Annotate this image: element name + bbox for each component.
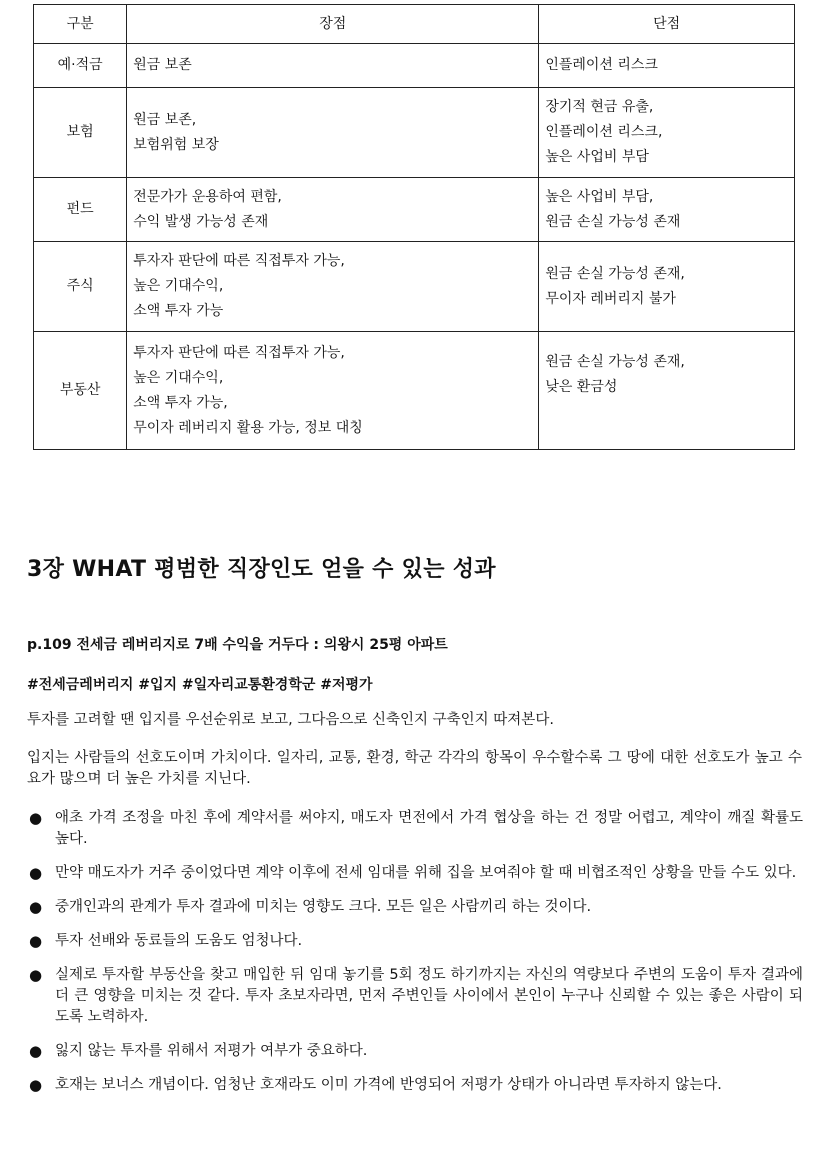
pros-line: 높은 기대수익, <box>133 369 224 386</box>
table-row <box>34 178 795 242</box>
bullet-icon: ● <box>29 898 43 916</box>
cons-line: 인플레이션 리스크, <box>545 124 663 140</box>
pros-line: 원금 보존, <box>133 111 197 128</box>
row-cons <box>539 88 795 178</box>
list-item <box>27 931 803 952</box>
list-item <box>27 1075 803 1096</box>
table-row <box>34 88 795 178</box>
row-cons <box>539 178 795 242</box>
table-row <box>34 242 795 332</box>
row-pros <box>127 44 539 88</box>
pros-line: 무이자 레버리지 활용 가능, 정보 대칭 <box>133 419 363 436</box>
bullet-list <box>27 808 803 1109</box>
list-item <box>27 808 803 850</box>
cons-line: 원금 손실 가능성 존재, <box>545 265 685 282</box>
pros-line: 소액 투자 가능 <box>133 303 224 319</box>
table-row <box>34 332 795 450</box>
list-item-text: 만약 매도자가 거주 중이었다면 계약 이후에 전세 임대를 위해 집을 보여줘야 할 때 비협조적인 상황을 만들 수도 있다. <box>55 865 797 881</box>
list-item-text: 중개인과의 관계가 투자 결과에 미치는 영향도 크다. 모든 일은 사람끼리 하는 것이다. <box>55 899 592 915</box>
section-heading: p.109 전세금 레버리지로 7배 수익을 거두다 : 의왕시 25평 아파트 <box>27 637 448 653</box>
comparison-table <box>33 4 795 450</box>
list-item-text: 애초 가격 조정을 마친 후에 계약서를 써야지, 매도자 면전에서 가격 협상을 하는 건 정말 어렵고, 계약이 깨질 확률도 높다. <box>55 810 803 847</box>
list-item <box>27 897 803 918</box>
bullet-icon: ● <box>29 932 43 950</box>
paragraph: 입지는 사람들의 선호도이며 가치이다. 일자리, 교통, 환경, 학군 각각의 항목이 우수할수록 그 땅에 대한 선호도가 높고 수요가 많으며 더 높은 가치를 지닌다. <box>27 750 802 787</box>
row-pros <box>127 88 539 178</box>
row-category: 주식 <box>34 242 127 332</box>
table-header-row <box>34 5 795 44</box>
bullet-icon: ● <box>29 1042 43 1060</box>
header-cons: 단점 <box>539 5 795 44</box>
header-pros: 장점 <box>127 5 539 44</box>
pros-line: 투자자 판단에 따른 직접투자 가능, <box>133 344 345 361</box>
bullet-icon: ● <box>29 864 43 882</box>
pros-line: 소액 투자 가능, <box>133 394 228 411</box>
row-category: 부동산 <box>34 332 127 450</box>
list-item <box>27 965 803 1028</box>
row-pros <box>127 178 539 242</box>
hashtags: #전세금레버리지 #입지 #일자리교통환경학군 #저평가 <box>27 677 373 693</box>
cons-line: 인플레이션 리스크 <box>545 57 658 73</box>
pros-line: 높은 기대수익, <box>133 278 224 294</box>
row-category: 예·적금 <box>34 44 127 88</box>
list-item <box>27 863 803 884</box>
row-pros <box>127 242 539 332</box>
pros-line: 수익 발생 가능성 존재 <box>133 213 269 230</box>
list-item-text: 잃지 않는 투자를 위해서 저평가 여부가 중요하다. <box>55 1043 368 1059</box>
row-pros <box>127 332 539 450</box>
row-cons <box>539 332 795 450</box>
bullet-icon: ● <box>29 1076 43 1094</box>
pros-line: 투자자 판단에 따른 직접투자 가능, <box>133 253 345 269</box>
table-row <box>34 44 795 88</box>
cons-line: 높은 사업비 부담, <box>545 188 654 205</box>
row-category: 보험 <box>34 88 127 178</box>
row-category: 펀드 <box>34 178 127 242</box>
chapter-title: 3장 WHAT 평범한 직장인도 얻을 수 있는 성과 <box>27 557 496 582</box>
paragraph: 투자를 고려할 땐 입지를 우선순위로 보고, 그다음으로 신축인지 구축인지 따져본다. <box>27 712 554 728</box>
cons-line: 원금 손실 가능성 존재, <box>545 354 685 370</box>
pros-line: 원금 보존 <box>133 57 192 73</box>
cons-line: 원금 손실 가능성 존재 <box>545 213 681 230</box>
list-item <box>27 1041 803 1062</box>
cons-line: 무이자 레버리지 불가 <box>545 290 676 307</box>
list-item-text: 실제로 투자할 부동산을 찾고 매입한 뒤 임대 놓기를 5회 정도 하기까지는 자신의 역량보다 주변의 도움이 투자 결과에 더 큰 영향을 미치는 것 같다. 투자 초보자라면, 먼저 주변인들 사이에서 본인이 누구나 신뢰할 수 있는 좋은 사람이 되도록 노력하자. <box>55 967 803 1025</box>
row-cons <box>539 44 795 88</box>
pros-line: 전문가가 운용하여 편함, <box>133 188 282 205</box>
pros-line: 보험위험 보장 <box>133 136 219 153</box>
bullet-icon: ● <box>29 966 43 984</box>
cons-line: 낮은 환금성 <box>545 379 618 395</box>
header-category: 구분 <box>34 5 127 44</box>
bullet-icon: ● <box>29 809 43 827</box>
row-cons <box>539 242 795 332</box>
cons-line: 장기적 현금 유출, <box>545 99 654 115</box>
list-item-text: 투자 선배와 동료들의 도움도 엄청나다. <box>55 933 303 949</box>
cons-line: 높은 사업비 부담 <box>545 149 649 165</box>
list-item-text: 호재는 보너스 개념이다. 엄청난 호재라도 이미 가격에 반영되어 저평가 상태가 아니라면 투자하지 않는다. <box>55 1077 722 1093</box>
